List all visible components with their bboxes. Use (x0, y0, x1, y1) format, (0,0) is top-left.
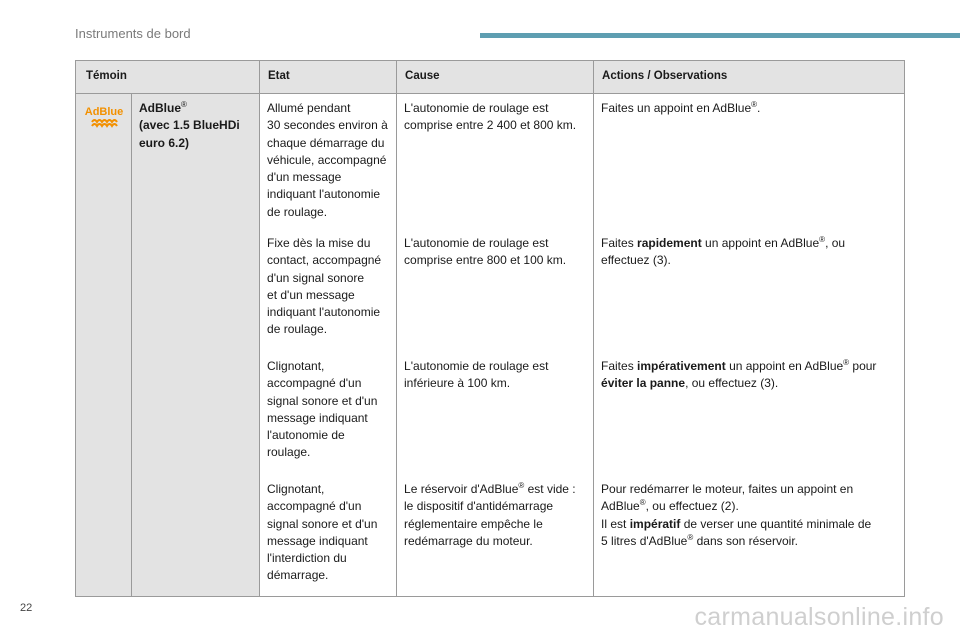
col-header-cause: Cause (397, 61, 594, 94)
col-header-temoin: Témoin (76, 61, 260, 94)
cause-cell: L'autonomie de roulage est inférieure à 100 km. (397, 352, 594, 475)
adblue-warning-icon (83, 104, 125, 130)
indicator-subtitle: euro 6.2) (139, 135, 190, 150)
indicator-name-cell: AdBlue® (avec 1.5 BlueHDi euro 6.2) (132, 94, 260, 597)
action-cell: Faites un appoint en AdBlue®. (594, 94, 905, 230)
indicator-subtitle: (avec 1.5 BlueHDi (139, 118, 240, 133)
section-title: Instruments de bord (75, 26, 191, 41)
col-header-actions: Actions / Observations (594, 61, 905, 94)
etat-cell: Fixe dès la mise du contact, accompagné d'un signal sonore et d'un message indiquant l'autonomie de roulage. (260, 229, 397, 352)
indicator-table (75, 60, 905, 597)
indicator-icon-cell (76, 94, 132, 597)
col-header-etat: Etat (260, 61, 397, 94)
action-cell: Faites impérativement un appoint en AdBlue® pour éviter la panne, ou effectuez (3). (594, 352, 905, 475)
adblue-icon-label: AdBlue (84, 106, 123, 118)
cause-cell: Le réservoir d'AdBlue® est vide : le dispositif d'antidémarrage réglementaire empêche le redémarrage du moteur. (397, 475, 594, 597)
header-accent-bar (480, 33, 960, 38)
table-row (76, 94, 905, 230)
watermark: carmanualsonline.info (694, 603, 944, 631)
page-number: 22 (20, 602, 33, 614)
action-cell: Pour redémarrer le moteur, faites un appoint en AdBlue®, ou effectuez (2). Il est impératif de verser une quantité minimale de 5 litres d'AdBlue® dans son réservoir. (594, 475, 905, 597)
etat-cell: Clignotant, accompagné d'un signal sonore et d'un message indiquant l'interdiction du démarrage. (260, 475, 397, 597)
etat-cell: Allumé pendant 30 secondes environ à chaque démarrage du véhicule, accompagné d'un message indiquant l'autonomie de roulage. (260, 94, 397, 230)
cause-cell: L'autonomie de roulage est comprise entre 800 et 100 km. (397, 229, 594, 352)
table-header-row (76, 61, 905, 94)
cause-cell: L'autonomie de roulage est comprise entre 2 400 et 800 km. (397, 94, 594, 230)
etat-cell: Clignotant, accompagné d'un signal sonore et d'un message indiquant l'autonomie de roulage. (260, 352, 397, 475)
indicator-name: AdBlue (139, 101, 181, 115)
action-cell: Faites rapidement un appoint en AdBlue®, ou effectuez (3). (594, 229, 905, 352)
